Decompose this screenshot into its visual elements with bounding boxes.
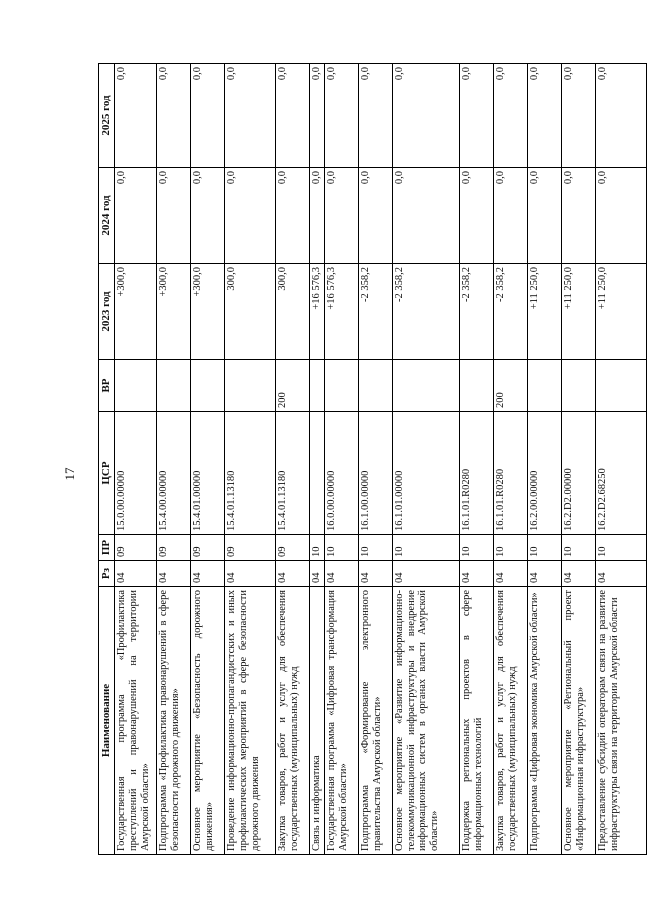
header-rz: Рз [99,561,115,587]
table-row [358,64,392,855]
cell-2024: 0,0 [392,168,459,264]
table-row [324,64,358,855]
cell-vr [561,360,595,412]
cell-csr: 15.0.00.00000 [115,412,157,535]
table-row [191,64,225,855]
cell-name: Основное мероприятие «Региональный проект «Информационная инфраструктура» [561,587,595,855]
cell-name: Основное мероприятие «Развитие информационно-телекоммуникационной инфраструктуры и внедрение информационных систем в органах власти Амурской области» [392,587,459,855]
cell-2025: 0,0 [358,64,392,168]
cell-2024: 0,0 [358,168,392,264]
cell-vr: 200 [276,360,310,412]
cell-pr: 09 [191,535,225,561]
cell-2023: +11 250,0 [527,264,561,360]
budget-table [98,63,647,855]
cell-2025: 0,0 [561,64,595,168]
page-number: 17 [62,467,77,481]
cell-2024: 0,0 [493,168,527,264]
cell-2023: -2 358,2 [392,264,459,360]
cell-name: Закупка товаров, работ и услуг для обеспечения государственных (муниципальных) нужд [276,587,310,855]
cell-2024: 0,0 [115,168,157,264]
cell-rz: 04 [276,561,310,587]
table-body [115,64,647,855]
cell-rz: 04 [493,561,527,587]
cell-2025: 0,0 [225,64,276,168]
cell-csr: 16.1.01.R0280 [459,412,493,535]
header-csr: ЦСР [99,412,115,535]
cell-2023: +11 250,0 [561,264,595,360]
cell-2025: 0,0 [115,64,157,168]
cell-2023: 300,0 [276,264,310,360]
cell-2024: 0,0 [276,168,310,264]
cell-2023: +16 576,3 [324,264,358,360]
cell-name: Подпрограмма «Цифровая экономика Амурской области» [527,587,561,855]
cell-pr: 10 [392,535,459,561]
cell-2025: 0,0 [459,64,493,168]
table-row [392,64,459,855]
cell-csr: 16.0.00.00000 [324,412,358,535]
cell-2025: 0,0 [595,64,646,168]
table-row [459,64,493,855]
cell-name: Государственная программа «Цифровая трансформация Амурской области» [324,587,358,855]
cell-2024: 0,0 [310,168,325,264]
cell-2023: -2 358,2 [493,264,527,360]
cell-vr [310,360,325,412]
cell-pr: 09 [276,535,310,561]
cell-pr: 10 [459,535,493,561]
cell-csr: 16.1.01.00000 [392,412,459,535]
cell-2024: 0,0 [459,168,493,264]
cell-rz: 04 [561,561,595,587]
table-row [561,64,595,855]
header-vr: ВР [99,360,115,412]
cell-2024: 0,0 [157,168,191,264]
cell-name: Проведение информационно-пропагандистских и иных профилактических мероприятий в сфере безопасности дорожного движения [225,587,276,855]
header-2024: 2024 год [99,168,115,264]
cell-name: Государственная программа «Профилактика преступлений и правонарушений на территории Амурской области» [115,587,157,855]
cell-2024: 0,0 [527,168,561,264]
cell-2024: 0,0 [561,168,595,264]
cell-2023: 300,0 [225,264,276,360]
cell-pr: 10 [358,535,392,561]
table-header-row [99,64,115,855]
cell-2023: -2 358,2 [459,264,493,360]
table-row [276,64,310,855]
cell-vr [157,360,191,412]
cell-name: Поддержка региональных проектов в сфере информационных технологий [459,587,493,855]
cell-2025: 0,0 [276,64,310,168]
cell-csr: 15.4.01.13180 [276,412,310,535]
rotated-table-container [98,64,620,855]
cell-2023: +16 576,3 [310,264,325,360]
table-row [527,64,561,855]
table-row [595,64,646,855]
cell-csr: 16.2.D2.68250 [595,412,646,535]
cell-name: Закупка товаров, работ и услуг для обеспечения государственных (муниципальных) нужд [493,587,527,855]
cell-rz: 04 [310,561,325,587]
cell-2025: 0,0 [324,64,358,168]
cell-csr: 16.2.D2.00000 [561,412,595,535]
cell-vr [527,360,561,412]
cell-2025: 0,0 [157,64,191,168]
cell-vr [358,360,392,412]
cell-2025: 0,0 [191,64,225,168]
cell-vr [115,360,157,412]
cell-csr: 16.1.01.R0280 [493,412,527,535]
cell-2024: 0,0 [595,168,646,264]
cell-2024: 0,0 [324,168,358,264]
cell-csr: 15.4.01.00000 [191,412,225,535]
cell-2025: 0,0 [527,64,561,168]
cell-pr: 10 [527,535,561,561]
cell-csr: 16.1.00.00000 [358,412,392,535]
cell-rz: 04 [115,561,157,587]
cell-name: Подпрограмма «Формирование электронного правительства Амурской области» [358,587,392,855]
cell-csr: 16.2.00.00000 [527,412,561,535]
cell-rz: 04 [459,561,493,587]
header-2023: 2023 год [99,264,115,360]
cell-2023: +11 250,0 [595,264,646,360]
cell-2023: +300,0 [191,264,225,360]
cell-pr: 10 [595,535,646,561]
cell-2024: 0,0 [225,168,276,264]
cell-2025: 0,0 [493,64,527,168]
cell-rz: 04 [392,561,459,587]
cell-rz: 04 [157,561,191,587]
cell-name: Подпрограмма «Профилактика правонарушений в сфере безопасности дорожного движения» [157,587,191,855]
header-2025: 2025 год [99,64,115,168]
cell-vr [392,360,459,412]
cell-2025: 0,0 [310,64,325,168]
table-row [225,64,276,855]
table-row [157,64,191,855]
cell-pr: 09 [157,535,191,561]
cell-vr [324,360,358,412]
cell-csr [310,412,325,535]
cell-rz: 04 [595,561,646,587]
cell-rz: 04 [358,561,392,587]
cell-rz: 04 [225,561,276,587]
cell-vr [191,360,225,412]
table-row [493,64,527,855]
cell-pr: 10 [310,535,325,561]
cell-2023: -2 358,2 [358,264,392,360]
cell-pr: 09 [115,535,157,561]
cell-pr: 09 [225,535,276,561]
header-pr: ПР [99,535,115,561]
cell-name: Предоставление субсидий операторам связи на развитие инфраструктуры связи на территории Амурской области [595,587,646,855]
cell-vr [225,360,276,412]
cell-rz: 04 [324,561,358,587]
cell-rz: 04 [527,561,561,587]
cell-rz: 04 [191,561,225,587]
cell-csr: 15.4.00.00000 [157,412,191,535]
budget-table-wrapper [98,64,620,855]
cell-pr: 10 [324,535,358,561]
cell-vr: 200 [493,360,527,412]
cell-2023: +300,0 [115,264,157,360]
cell-vr [595,360,646,412]
cell-2023: +300,0 [157,264,191,360]
table-row [115,64,157,855]
cell-2025: 0,0 [392,64,459,168]
cell-csr: 15.4.01.13180 [225,412,276,535]
cell-name: Основное мероприятие «Безопасность дорожного движения» [191,587,225,855]
cell-vr [459,360,493,412]
cell-2024: 0,0 [191,168,225,264]
cell-pr: 10 [561,535,595,561]
cell-pr: 10 [493,535,527,561]
header-name: Наименование [99,587,115,855]
table-row [310,64,325,855]
cell-name: Связь и информатика [310,587,325,855]
